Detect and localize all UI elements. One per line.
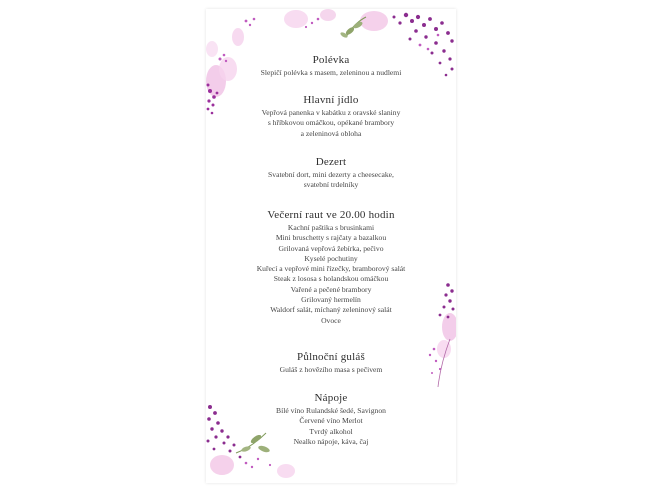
- section-hlavni-jidlo: [206, 93, 456, 139]
- menu-item: Bílé víno Rulandské šedé, Savignon: [276, 406, 386, 415]
- section-polevka: [206, 53, 456, 78]
- section-title: Nápoje: [314, 392, 348, 404]
- menu-item: Grilovaná vepřová žebírka, pečivo: [278, 243, 384, 253]
- menu-item: Kyselé pochutiny: [304, 253, 358, 263]
- menu-item: Steak z lososa s holandskou omáčkou: [273, 274, 389, 284]
- menu-item: svatební trdelníky: [303, 180, 359, 190]
- menu-item: Guláš z hovězího masa s pečivem: [279, 365, 383, 374]
- menu-item: Kachní paštika s brusinkami: [287, 223, 375, 232]
- menu-item: Kuřecí a vepřové mini řízečky, bramborový salát: [256, 264, 406, 274]
- section-title: Polévka: [312, 54, 350, 66]
- menu-item: Grilovaný hermelín: [301, 295, 361, 305]
- menu-card: [206, 9, 456, 483]
- section-title: Hlavní jídlo: [303, 94, 359, 106]
- menu-item: Vepřová panenka v kabátku z oravské slaniny: [261, 108, 401, 117]
- menu-item: Svatební dort, mini dezerty a cheesecake,: [268, 170, 394, 179]
- menu-item: Waldorf salát, míchaný zeleninový salát: [270, 305, 392, 315]
- menu-item: Ovoce: [321, 315, 341, 325]
- menu-item: Slepičí polévka s masem, zeleninou a nudlemi: [260, 68, 402, 77]
- menu-item: a zeleninová obloha: [300, 128, 362, 138]
- section-napoje: [206, 391, 456, 447]
- section-vecerni-raut: [206, 208, 456, 326]
- menu-item: Mini bruschetty s rajčaty a bazalkou: [275, 233, 387, 243]
- section-title: Večerní raut ve 20.00 hodin: [267, 209, 395, 221]
- section-pulnocni-gulas: [206, 350, 456, 375]
- section-dezert: [206, 155, 456, 191]
- menu-item: Tvrdý alkohol: [309, 426, 353, 436]
- section-title: Dezert: [315, 156, 347, 168]
- section-title: Půlnoční guláš: [297, 351, 365, 363]
- menu-item: Nealko nápoje, káva, čaj: [293, 436, 369, 446]
- menu-item: s hříbkovou omáčkou, opékané brambory: [267, 118, 395, 128]
- menu-item: Červené víno Merlot: [299, 416, 363, 426]
- menu-content: [206, 9, 456, 483]
- menu-item: Vařené a pečené brambory: [290, 284, 372, 294]
